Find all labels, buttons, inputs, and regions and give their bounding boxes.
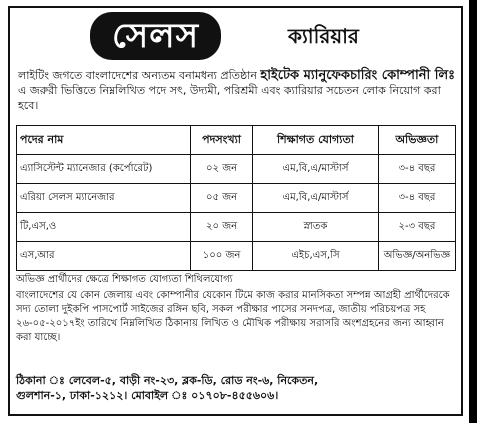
experience-cell: ৩-৪ বছর	[378, 184, 455, 213]
header-experience: অভিজ্ঞতা	[378, 126, 455, 155]
company-name: হাইটেক ম্যানুফেকচারিং কোম্পানী লিঃ	[260, 68, 456, 83]
intro-paragraph	[18, 68, 456, 113]
header-position: পদের নাম	[17, 126, 191, 155]
vacancy-cell: ২০ জন	[191, 213, 253, 242]
application-instructions: বাংলাদেশের যে কোন জেলায় এবং কোম্পানীর যেকোন টিমে কাজ করার মানসিকতা সম্পন্ন আগ্রহী প্রার্থীদেরকে সদ্য তোলা দুইকপি পাসপোর্ট সাইজের রঙ্গিন ছবি, সকল পরীক্ষার পাসের সনদপত্র, জাতীয় পরিচয়পত্র সহ ২৬-০৫-২০১৭ইং তারিখে নিম্নলিখিত ঠিকানায় লিখিত ও মৌখিক পরীক্ষায় সরাসরি অংশগ্রহনের জন্য আহ্বান করা যাচ্ছে।	[16, 290, 450, 343]
table-row	[17, 213, 456, 242]
position-cell: টি,এস,ও	[17, 213, 191, 242]
experience-cell: ২-৩ বছর	[378, 213, 455, 242]
address-line-1: ঠিকানা ঃ লেবেল-৫, বাড়ী নং-২৩, ব্লক-ডি, রোড নং-৬, নিকেতন,	[16, 374, 319, 387]
vacancy-cell: ০২ জন	[191, 155, 253, 184]
career-subtitle: ক্যারিয়ার	[288, 24, 359, 48]
right-edge-rule	[469, 0, 477, 423]
job-advertisement	[8, 6, 463, 416]
education-cell: এইচ,এস,সি	[253, 242, 379, 271]
intro-rest: এ জরুরী ভিত্তিতে নিম্নলিখিত পদে সৎ, উদ্যমী, পরিশ্রমী এবং ক্যারিয়ার সচেতন লোক নিয়োগ করা হবে।	[18, 84, 441, 112]
education-cell: এম,বি,এ/মাস্টার্স	[253, 155, 379, 184]
vacancy-cell: ০৫ জন	[191, 184, 253, 213]
footer-text	[16, 273, 456, 347]
position-cell: এস,আর	[17, 242, 191, 271]
vacancy-table	[16, 125, 456, 271]
position-cell: এরিয়া সেলস ম্যানেজার	[17, 184, 191, 213]
table-header-row	[17, 126, 456, 155]
address-line-2: গুলশান-১, ঢাকা-১২১২। মোবাইল ঃ ০১৭০৮-৪৫৫৬০৬।	[16, 389, 279, 402]
relaxation-note: অভিজ্ঞ প্রার্থীদের ক্ষেত্রে শিক্ষাগত যোগ্যতা শিথিলযোগ্য	[16, 274, 233, 285]
intro-lead: লাইটিং জগতে বাংলাদেশের অন্যতম বনামধন্য প্রতিষ্ঠান	[18, 69, 257, 82]
header-vacancies: পদসংখ্যা	[191, 126, 253, 155]
header-education: শিক্ষাগত যোগ্যতা	[253, 126, 379, 155]
table-row	[17, 155, 456, 184]
table-row	[17, 242, 456, 271]
vacancy-cell: ১০০ জন	[191, 242, 253, 271]
table-row	[17, 184, 456, 213]
contact-address	[16, 373, 456, 403]
ad-header	[10, 8, 461, 66]
sales-title-banner	[90, 12, 221, 60]
education-cell: স্নাতক	[253, 213, 379, 242]
education-cell: এম,বি,এ/মাস্টার্স	[253, 184, 379, 213]
sales-title: সেলস	[112, 16, 200, 56]
experience-cell: অভিজ্ঞ/অনভিজ্ঞ	[378, 242, 455, 271]
position-cell: এ্যাসিস্টেন্ট ম্যানেজার (কর্পোরেট)	[17, 155, 191, 184]
experience-cell: ৩-৪ বছর	[378, 155, 455, 184]
